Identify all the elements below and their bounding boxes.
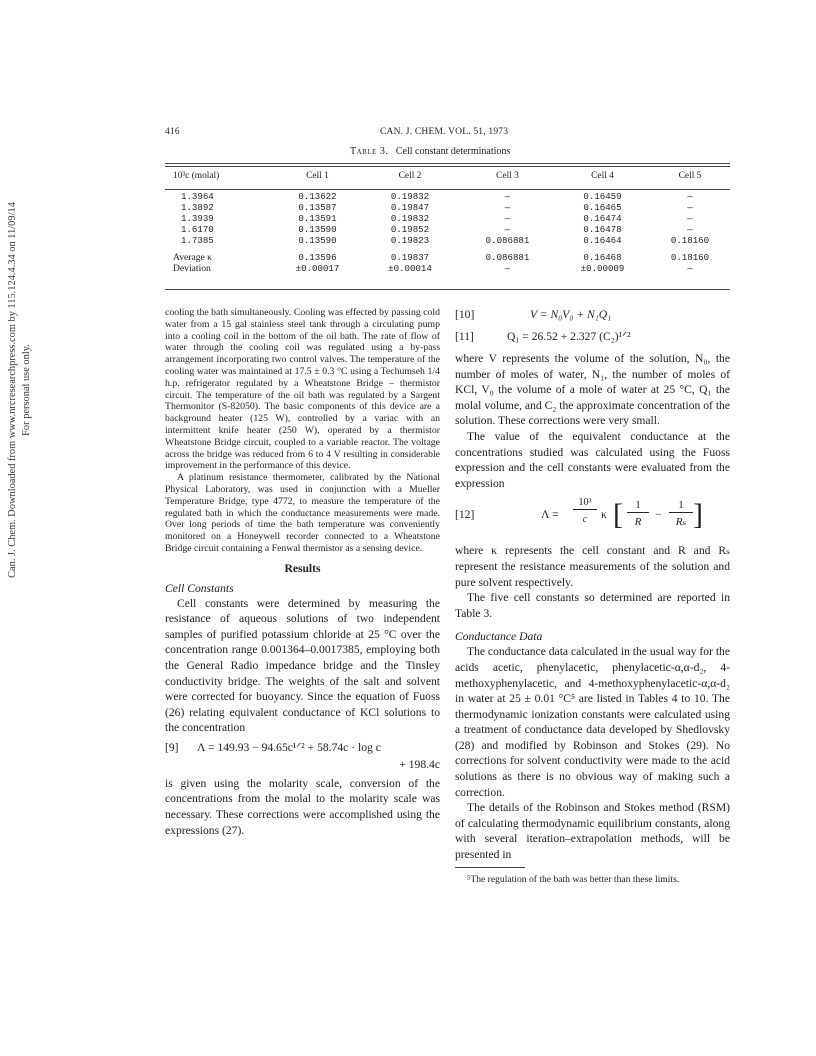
cell-constant-table [165,169,730,274]
column-header: Cell 5 [678,171,702,181]
table-cell: 0.19837 [390,252,430,263]
table-cell: ±0.00009 [580,263,625,274]
journal-header: CAN. J. CHEM. VOL. 51, 1973 [380,127,509,137]
table-header-row [165,169,730,185]
kappa-symbol: κ [601,508,607,522]
table-cell: 0.19823 [390,235,430,246]
paragraph: is given using the molarity scale, conversion of the concentrations from the molal to the molarity scale was necessary. These corrections were accomplished using the expressions (27). [165,776,440,837]
table-average-row [165,246,730,263]
equation-11 [455,329,730,351]
column-header: Cell 1 [306,171,329,181]
table-cell: — [687,202,693,213]
paragraph: Cell constants were determined by measuring the resistance of aqueous solutions of two independent samples of purified potassium chloride at 25 °C over the concentration range 0.001364–0.0017385, employing both the General Radio impedance bridge and the Tinsley conductivity bridge. The weights of the salt and solvent were corrected for buoyancy. Since the equation of Fuoss (26) relating equivalent conductance of KCl solutions to the concentration [165,596,440,735]
table-cell: 0.13596 [298,252,337,263]
table-bottom-rule [165,289,730,290]
table-cell: ±0.00014 [388,263,432,274]
table-cell: 0.16478 [583,224,622,235]
paragraph: A platinum resistance thermometer, calibrated by the National Physical Laboratory, was used in conjunction with a Mueller Temperature Bridge, type 4772, to measure the temperature of the regulated bath in which the conductance measurements were made. Over long periods of time the bath temperature was conveniently monitored on a Honeywell recorder connected to a Wheatstone Bridge circuit containing a Fenwal thermistor as a sensing device. [165,472,440,554]
table-cell: 0.16459 [583,191,622,202]
paragraph: cooling the bath simultaneously. Cooling was effected by passing cold water from a 15 gal stainless steel tank through a circulating pump into a cooling coil in the bottom of the oil bath. The rate of flow of water through the cooling coil was regulated using a by-pass arrangement incorporating two control valves. The temperature of the cooling water was maintained at 17.5 ± 0.3 °C using a Techumseh 1/4 h.p. refrigerator regulated by a Wheatstone Bridge – thermistor circuit. The temperature of the oil bath was regulated by a Sargent Thermonitor (S-82050). The basic components of this device are a background heater (125 W), controlled by a variac with an intermittent knife heater (250 W), operated by a thermistor Wheatstone Bridge circuit, coupled to a variable reactor. The voltage across the bridge was reduced from 6 to 4 V resulting in considerable improvement in the performance of this device. [165,307,440,472]
table-row [165,191,730,202]
fraction-denominator: Rₛ [675,516,687,529]
table-cell: 0.13587 [298,202,337,213]
table-cell: — [687,191,693,202]
paragraph: The five cell constants so determined are reported in Table 3. [455,591,730,620]
subheading-cell-constants: Cell Constants [165,581,234,595]
page-number: 416 [165,127,180,137]
footnote: ⁵The regulation of the bath was better than these limits. [467,873,680,885]
table-cell: — [504,202,511,213]
table-cell: 0.16474 [583,213,622,224]
table-cell: — [687,213,693,224]
left-bracket: [ [613,498,623,532]
equation-number: [10] [455,308,475,321]
table-cell: 0.13622 [298,191,337,202]
table-cell: 1.6170 [181,224,214,235]
equation-lhs: Λ = [541,508,559,522]
table-caption [350,146,510,157]
equation-body-continued: + 198.4c [399,757,440,771]
paragraph: where V represents the volume of the solution, N₀, the number of moles of water, N₁, the number of moles of KCl, V₀ the volume of a mole of water at 25 °C, Q₁ the molal volume, and C₂ the approximate concentration of the solution. These corrections were very small. [455,352,730,428]
table-cell: 0.18160 [670,235,710,246]
table-top-rule [165,163,730,164]
section-heading-results: Results [284,561,321,575]
fraction-numerator: 1 [669,499,693,513]
table-cell: — [504,224,511,235]
table-cell: 0.16465 [583,202,622,213]
equation-number: [12] [455,508,475,522]
table-cell: 0.13591 [298,213,337,224]
table-cell: 0.16464 [583,235,622,246]
equation-number: [11] [455,330,474,343]
column-header: Cell 3 [496,171,519,181]
equation-10 [455,307,730,329]
paragraph: The conductance data calculated in the usual way for the acids acetic, phenylacetic, phenylacetic-α,α-d₂, 4-methoxyphenylacetic, and 4-methoxyphenylacetic-α,α-d₂ in water at 25 ± 0.01 °C⁵ are listed in Tables 4 to 10. The thermodynamic ionization constants were calculated using a treatment of conductance data developed by Shedlovsky (28) and modified by Robinson and Stokes (29). No corrections for solvent conductivity were made to the acid solutions as there is no obvious way of making such a correction. [455,645,730,799]
equation-body: Q₁ = 26.52 + 2.327 (C₂)¹ᐟ² [507,330,631,343]
watermark-line-1: Can. J. Chem. Downloaded from www.nrcresearchpress.com by 115.124.4.34 on 11/09/14 [7,202,18,578]
table-cell: — [504,191,511,202]
table-cell: 0.19852 [390,224,430,235]
table-deviation-row [165,263,730,274]
equation-12 [455,495,730,541]
fraction-denominator: R [634,516,642,529]
table-row [165,213,730,224]
fraction-numerator: 10³ [573,497,597,510]
table-cell: 0.13590 [298,235,337,246]
paragraph: The details of the Robinson and Stokes method (RSM) of calculating thermodynamic equilibrium constants, along with several iteration–extrapolation methods, will be presented in [455,801,730,862]
fraction-1 [627,499,649,529]
table-row [165,235,730,246]
footnote-rule [455,867,525,868]
table-cell: 0.19832 [390,213,430,224]
table-cell: 1.3892 [181,202,214,213]
table-cell: 1.3939 [181,213,214,224]
download-watermark [6,160,42,620]
table-cell: 1.3964 [181,191,214,202]
table-title: Cell constant determinations [395,146,511,157]
table-cell: 0.13590 [298,224,337,235]
equation-number: [9] [165,740,179,754]
table-cell: — [504,213,511,224]
equation-body: V = N₀V₀ + N₁Q₁ [530,308,612,321]
subheading-conductance-data: Conductance Data [455,630,543,644]
right-column [455,307,730,886]
table-cell: 0.086881 [485,235,530,246]
minus-sign: − [655,508,662,522]
table-cell: ±0.00017 [295,263,340,274]
table-cell: 0.19847 [390,202,430,213]
paragraph: The value of the equivalent conductance at the concentrations studied was calculated using the Fuoss expression and the cell constants were evaluated from the expression [455,429,730,490]
equation-9 [165,740,440,774]
right-bracket: ] [693,498,703,532]
table-cell: — [504,263,511,274]
table-top-rule-2 [165,166,730,167]
table-row [165,224,730,235]
column-header: Cell 2 [398,171,422,181]
table-cell: — [687,263,693,274]
table-row [165,202,730,213]
table-cell: 0.16468 [583,252,622,263]
fraction-coefficient [573,497,597,526]
table-cell: Deviation [173,263,211,274]
table-cell: Average κ [173,252,213,263]
watermark-line-2: For personal use only. [21,344,32,436]
column-header: 10³c (molal) [173,171,220,181]
table-cell: 0.19832 [390,191,430,202]
table-cell: 1.7385 [181,235,214,246]
column-header: Cell 4 [591,171,614,181]
fraction-numerator: 1 [627,499,649,513]
fraction-2 [669,499,693,529]
left-column [165,307,440,838]
table-cell: 0.18160 [670,252,710,263]
paragraph: where κ represents the cell constant and R and Rₛ represent the resistance measurements of the solution and pure solvent respectively. [455,544,730,589]
table-label: Table 3. [350,146,389,157]
table-cell: — [687,224,693,235]
fraction-denominator: c [582,514,588,526]
equation-body: Λ = 149.93 − 94.65c¹ᐟ² + 58.74c · log c [197,740,381,754]
table-cell: 0.086881 [485,252,530,263]
